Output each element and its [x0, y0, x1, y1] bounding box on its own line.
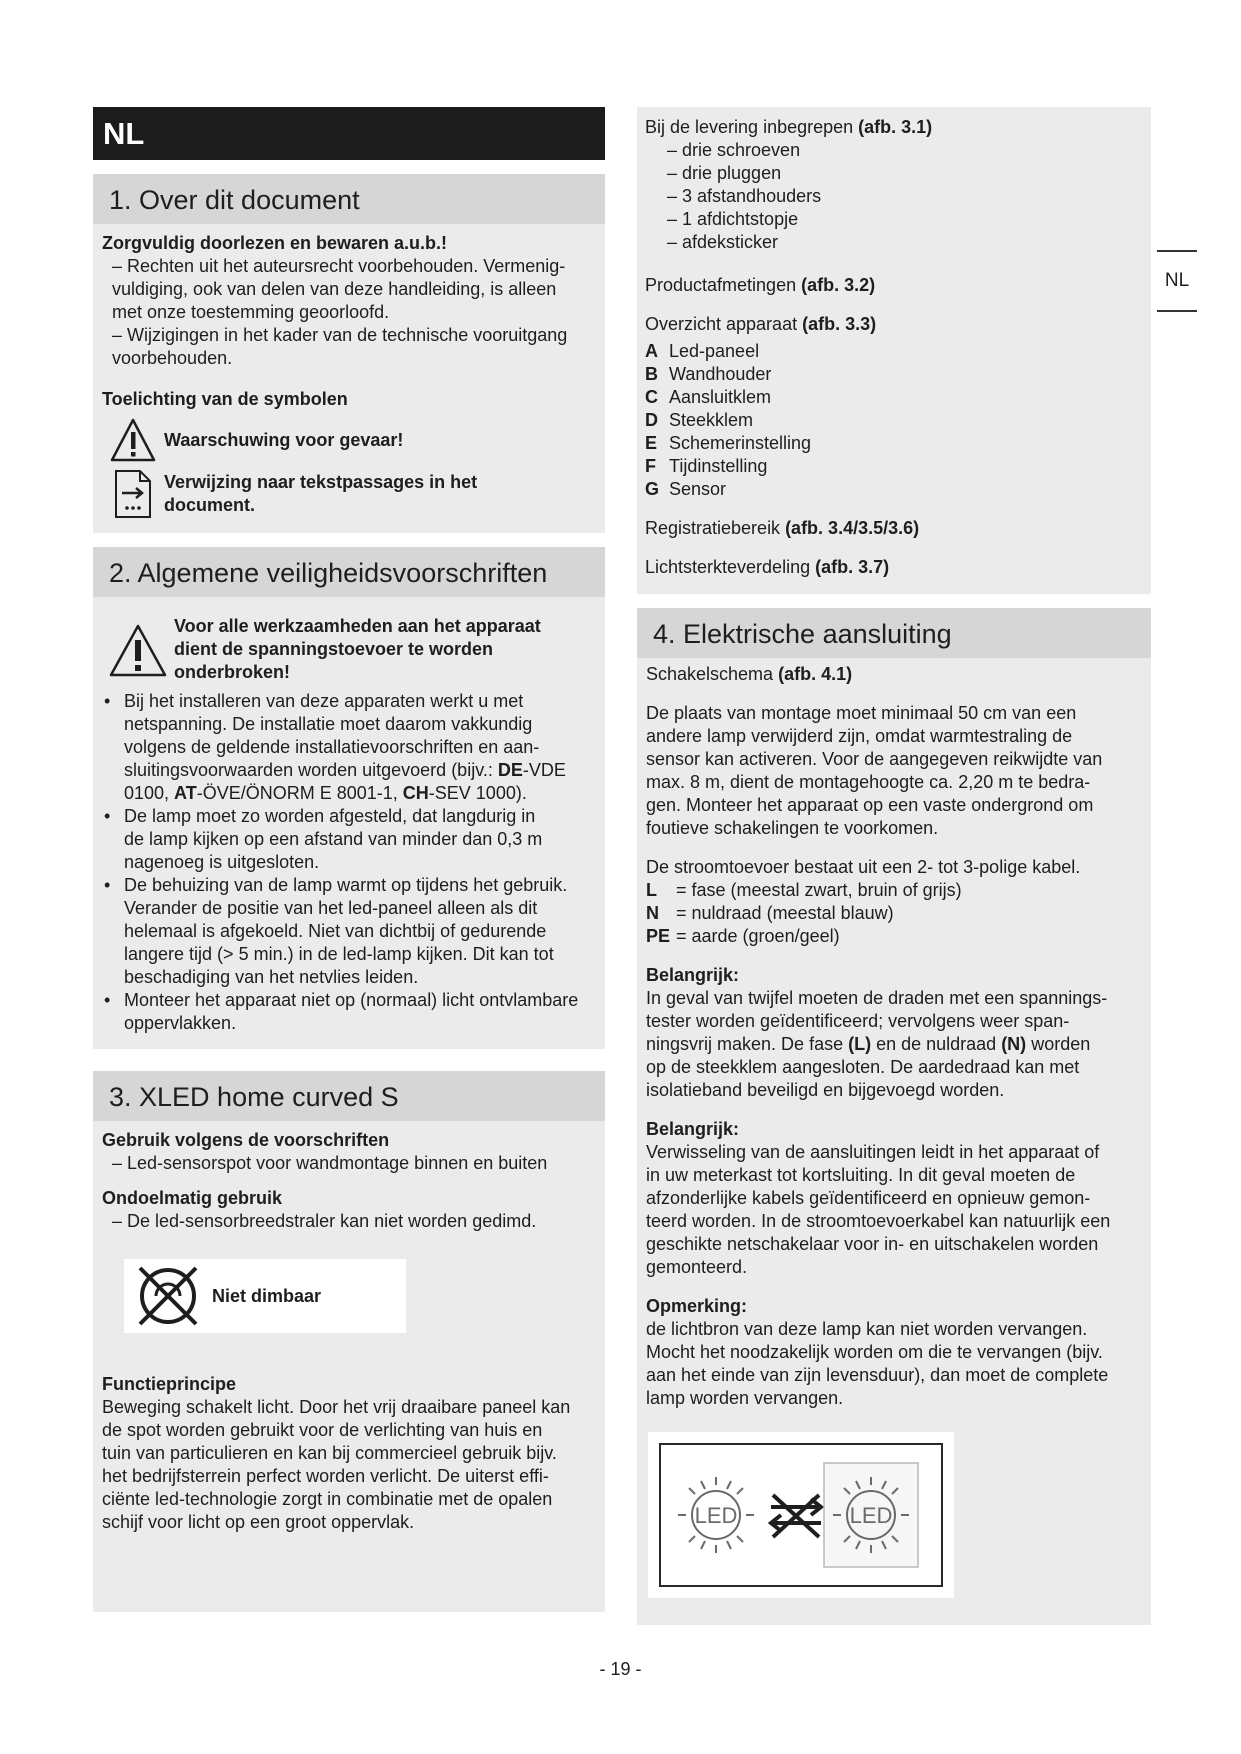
important-heading: Belangrijk:: [646, 965, 740, 985]
subheading: Gebruik volgens de voorschriften: [102, 1130, 390, 1150]
included-item: – drie pluggen: [667, 163, 782, 183]
part-item: B Wandhouder: [645, 364, 772, 384]
bullet-item: • Monteer het apparaat niet op (normaal) licht ontvlambare oppervlakken.: [102, 989, 597, 1035]
paragraph: Beweging schakelt licht. Door het vrij draaibare paneel kan de spot worden gebruikt voor de verlichting van huis en tuin van particulieren en kan bij commercieel gebruik bijv. het bedrijfsterrein perfect worden verlicht. De uiterst effi- ciënte led-technologie zorgt in combinatie met de opalen schijf voor licht op een groot oppervlak.: [102, 1397, 571, 1532]
no-dimming-icon: [124, 1264, 212, 1328]
dash-item: – De led-sensorbreedstraler kan niet worden gedimd.: [112, 1211, 537, 1231]
paragraph: In geval van twijfel moeten de draden met een spannings- tester worden geïdentificeerd; vervolgens weer span- ningsvrij maken. De fase (L) en de nuldraad (N) worden op de steekklem aangesloten. De aardedraad kan met isolatieband beveiligd en bijgevoegd worden.: [646, 988, 1108, 1100]
included-heading: Bij de levering inbegrepen (afb. 3.1): [645, 117, 933, 137]
not-dimmable-box: Niet dimbaar: [124, 1259, 406, 1333]
section-title: 4. Elektrische aansluiting: [637, 608, 1151, 658]
registration-heading: Registratiebereik (afb. 3.4/3.5/3.6): [645, 518, 920, 538]
led-not-replaceable-figure: [648, 1432, 954, 1598]
overview-heading: Overzicht apparaat (afb. 3.3): [645, 314, 877, 334]
document-reference-icon: [102, 469, 164, 519]
part-item: G Sensor: [645, 479, 727, 499]
part-item: D Steekklem: [645, 410, 754, 430]
important-heading: Belangrijk:: [646, 1119, 740, 1139]
included-item: – drie schroeven: [667, 140, 801, 160]
led-label: LED: [849, 1503, 893, 1528]
section-contents: [637, 107, 1151, 594]
left-column: [93, 107, 605, 1612]
subheading: Functieprincipe: [102, 1374, 237, 1394]
part-item: E Schemerinstelling: [645, 433, 812, 453]
symbol-warning-row: Waarschuwing voor gevaar!: [102, 417, 597, 463]
part-item: C Aansluitklem: [645, 387, 772, 407]
section-product: [93, 1071, 605, 1612]
wire-list: [646, 879, 1143, 948]
dash-item: – Rechten uit het auteursrecht voorbehouden. Vermenig- vuldiging, ook van delen van deze handleiding, is alleen met onze toestemming geoorloofd.: [112, 256, 566, 322]
language-side-tab: NL: [1157, 250, 1197, 312]
section-title: 3. XLED home curved S: [93, 1071, 605, 1121]
paragraph: De stroomtoevoer bestaat uit een 2- tot 3-polige kabel.: [646, 857, 1081, 877]
bullet-item: • De behuizing van de lamp warmt op tijdens het gebruik. Verander de positie van het led-paneel alleen als dit helemaal is afgekoeld. Niet van dichtbij of gedurende langere tijd (> 5 min.) in de led-lamp kijken. Dit kan tot beschadiging van het netvlies leiden.: [102, 874, 597, 989]
included-item: – afdeksticker: [667, 232, 779, 252]
dimensions-heading: Productafmetingen (afb. 3.2): [645, 275, 876, 295]
symbol-reference-row: Verwijzing naar tekstpassages in het document.: [102, 469, 597, 519]
parts-list: [645, 340, 1143, 501]
part-item: A Led-paneel: [645, 341, 760, 361]
bullet-item: • De lamp moet zo worden afgesteld, dat langdurig in de lamp kijken op een afstand van minder dan 0,3 m nagenoeg is uitgesloten.: [102, 805, 597, 874]
subheading: Toelichting van de symbolen: [102, 389, 348, 409]
right-column: [637, 107, 1151, 1625]
light-distribution-heading: Lichtsterkteverdeling (afb. 3.7): [645, 557, 890, 577]
safety-warning: Voor alle werkzaamheden aan het apparaat dient de spanningstoevoer te worden onderbroken!: [102, 615, 597, 684]
led-label: LED: [694, 1503, 738, 1528]
language-header: NL: [93, 107, 605, 160]
included-item: – 1 afdichtstopje: [667, 209, 799, 229]
wiring-diagram-ref: Schakelschema (afb. 4.1): [646, 664, 853, 684]
included-item: – 3 afstandhouders: [667, 186, 822, 206]
wire-item: N = nuldraad (meestal blauw): [646, 903, 894, 923]
dash-item: – Wijzigingen in het kader van de technische vooruitgang voorbehouden.: [112, 325, 568, 368]
led-replacement-icon: [661, 1445, 941, 1585]
paragraph: De plaats van montage moet minimaal 50 cm van een andere lamp verwijderd zijn, omdat warmtestraling de sensor kan activeren. Voor de aangegeven reikwijdte van max. 8 m, dient de montagehoogte ca. 2,20 m te bedra- gen. Monteer het apparaat op een vaste ondergrond om foutieve schakelingen te voorkomen.: [646, 703, 1103, 838]
part-item: F Tijdinstelling: [645, 456, 768, 476]
paragraph: de lichtbron van deze lamp kan niet worden vervangen. Mocht het noodzakelijk worden om die te vervangen (bijv. aan het einde van zijn levensduur), dan moet de complete lamp worden vervangen.: [646, 1319, 1109, 1408]
note-heading: Opmerking:: [646, 1296, 748, 1316]
warning-triangle-icon: [102, 623, 174, 679]
bullet-item: • Bij het installeren van deze apparaten werkt u met netspanning. De installatie moet daarom vakkundig volgens de geldende installatievoorschriften en aan- sluitingsvoorwaarden worden uitgevoerd (bijv.: DE-VDE 0100, AT-ÖVE/ÖNORM E 8001-1, CH-SEV 1000).: [102, 690, 597, 805]
wire-item: L = fase (meestal zwart, bruin of grijs): [646, 880, 962, 900]
dash-item: – Led-sensorspot voor wandmontage binnen en buiten: [112, 1153, 548, 1173]
section-safety: [93, 547, 605, 1049]
subheading: Zorgvuldig doorlezen en bewaren a.u.b.!: [102, 233, 448, 253]
page-number: - 19 -: [599, 1659, 642, 1679]
warning-triangle-icon: [102, 417, 164, 463]
section-about-document: [93, 174, 605, 533]
section-title: 2. Algemene veiligheidsvoorschriften: [93, 547, 605, 597]
wire-item: PE = aarde (groen/geel): [646, 926, 840, 946]
section-title: 1. Over dit document: [93, 174, 605, 224]
section-electrical: [637, 608, 1151, 1625]
subheading: Ondoelmatig gebruik: [102, 1188, 283, 1208]
paragraph: Verwisseling van de aansluitingen leidt in het apparaat of in uw meterkast tot kortsluiting. In dit geval moeten de afzonderlijke kabels geïdentificeerd en opnieuw gemon- teerd worden. In de stroomtoevoerkabel kan natuurlijk een geschikte netschakelaar voor in- en uitschakelen worden gemonteerd.: [646, 1142, 1111, 1277]
